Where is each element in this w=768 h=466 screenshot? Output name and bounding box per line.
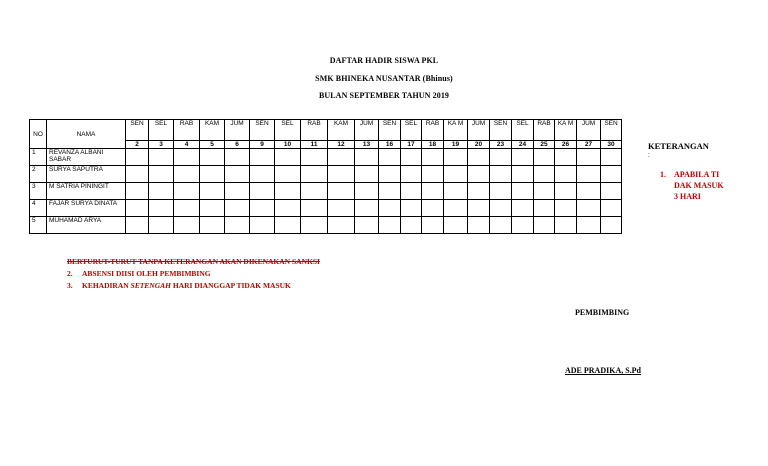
attendance-cell[interactable] [149,183,174,200]
note-text-emphasis: SETENGAH [130,281,171,290]
day-header: SEL [401,120,422,141]
day-header: SEN [379,120,401,141]
attendance-cell[interactable] [250,149,275,166]
attendance-cell[interactable] [174,149,200,166]
attendance-cell[interactable] [444,200,468,217]
attendance-cell[interactable] [534,149,555,166]
attendance-cell[interactable] [468,166,490,183]
note-item [67,268,320,280]
attendance-cell[interactable] [301,200,328,217]
attendance-cell[interactable] [174,166,200,183]
attendance-cell[interactable] [275,149,301,166]
attendance-cell[interactable] [174,183,200,200]
student-number: 4 [30,200,47,217]
attendance-cell[interactable] [444,166,468,183]
student-name: M SATRIA PININGIT [47,183,126,200]
period-title: BULAN SEPTEMBER TAHUN 2019 [318,91,450,100]
attendance-cell[interactable] [149,200,174,217]
day-header: RAB [301,120,328,141]
day-header: JUM [468,120,490,141]
note-text-pre: KEHADIRAN [82,281,131,290]
attendance-cell[interactable] [250,166,275,183]
attendance-cell[interactable] [225,166,250,183]
attendance-cell[interactable] [379,149,401,166]
attendance-cell[interactable] [225,217,250,234]
attendance-cell[interactable] [126,149,149,166]
attendance-cell[interactable] [379,183,401,200]
keterangan-item-text: APABILA TIDAK MASUK 3 HARI [674,170,724,201]
attendance-cell[interactable] [512,166,534,183]
student-row [30,200,622,217]
day-header: SEN [250,120,275,141]
day-header: KA M [444,120,468,141]
date-header: 30 [601,141,622,149]
attendance-cell[interactable] [328,217,355,234]
attendance-cell[interactable] [200,183,225,200]
date-header: 6 [225,141,250,149]
date-header: 16 [379,141,401,149]
attendance-cell[interactable] [200,200,225,217]
attendance-cell[interactable] [468,217,490,234]
day-header: SEL [512,120,534,141]
attendance-cell[interactable] [328,149,355,166]
student-name: REVANZA ALBANI SABAR [47,149,126,166]
attendance-cell[interactable] [355,217,379,234]
attendance-cell[interactable] [422,149,444,166]
attendance-table [29,119,622,234]
attendance-cell[interactable] [301,217,328,234]
attendance-cell[interactable] [174,217,200,234]
attendance-cell[interactable] [534,166,555,183]
attendance-cell[interactable] [174,200,200,217]
attendance-cell[interactable] [149,166,174,183]
student-number: 1 [30,149,47,166]
attendance-cell[interactable] [534,183,555,200]
attendance-cell[interactable] [490,149,512,166]
date-header: 26 [555,141,577,149]
header-no: NO [30,120,47,149]
supervisor-name: ADE PRADIKA, S.Pd [565,366,642,375]
note-item [67,280,320,292]
attendance-cell[interactable] [512,149,534,166]
attendance-cell[interactable] [534,200,555,217]
note-text: BERTURUT-TURUT TANPA KETERANGAN AKAN DIKENAKAN SANKSI [67,257,320,266]
day-header: RAB [422,120,444,141]
attendance-cell[interactable] [301,149,328,166]
attendance-cell[interactable] [250,200,275,217]
attendance-cell[interactable] [250,217,275,234]
day-header: SEN [601,120,622,141]
attendance-cell[interactable] [422,166,444,183]
attendance-cell[interactable] [275,217,301,234]
student-number: 3 [30,183,47,200]
note-text-post: HARI DIANGGAP TIDAK MASUK [170,281,291,290]
attendance-cell[interactable] [275,166,301,183]
attendance-cell[interactable] [512,183,534,200]
school-name: SMK BHINEKA NUSANTAR (Bhinus) [315,74,453,83]
attendance-cell[interactable] [401,149,422,166]
student-name: MUHAMAD ARYA [47,217,126,234]
attendance-cell[interactable] [601,166,622,183]
attendance-cell[interactable] [422,183,444,200]
attendance-cell[interactable] [200,166,225,183]
attendance-cell[interactable] [534,217,555,234]
student-row [30,217,622,234]
attendance-cell[interactable] [555,183,577,200]
day-header: RAB [534,120,555,141]
student-number: 2 [30,166,47,183]
date-header: 27 [577,141,601,149]
date-header: 13 [355,141,379,149]
attendance-cell[interactable] [200,149,225,166]
date-header: 11 [301,141,328,149]
notes-list [67,256,320,292]
date-header: 3 [149,141,174,149]
day-header: SEL [149,120,174,141]
attendance-cell[interactable] [422,217,444,234]
note-item [67,256,320,268]
attendance-cell[interactable] [444,217,468,234]
day-header: KAM [200,120,225,141]
date-header: 9 [250,141,275,149]
attendance-cell[interactable] [601,200,622,217]
attendance-cell[interactable] [468,200,490,217]
attendance-cell[interactable] [301,166,328,183]
attendance-cell[interactable] [355,183,379,200]
attendance-cell[interactable] [200,217,225,234]
attendance-cell[interactable] [275,200,301,217]
attendance-cell[interactable] [444,149,468,166]
date-header: 2 [126,141,149,149]
attendance-cell[interactable] [355,166,379,183]
attendance-cell[interactable] [577,183,601,200]
date-header: 24 [512,141,534,149]
header-name: NAMA [47,120,126,149]
attendance-cell[interactable] [328,183,355,200]
date-header: 12 [328,141,355,149]
attendance-cell[interactable] [355,200,379,217]
date-header: 4 [174,141,200,149]
attendance-cell[interactable] [490,166,512,183]
attendance-cell[interactable] [422,200,444,217]
attendance-cell[interactable] [225,183,250,200]
attendance-cell[interactable] [225,149,250,166]
day-header: JUM [355,120,379,141]
attendance-cell[interactable] [490,217,512,234]
attendance-cell[interactable] [379,200,401,217]
attendance-cell[interactable] [126,200,149,217]
attendance-cell[interactable] [149,217,174,234]
attendance-cell[interactable] [490,200,512,217]
attendance-cell[interactable] [468,183,490,200]
attendance-cell[interactable] [379,166,401,183]
note-number: 3. [67,281,73,290]
attendance-cell[interactable] [468,149,490,166]
doc-title: DAFTAR HADIR SISWA PKL [329,56,439,65]
attendance-cell[interactable] [601,149,622,166]
day-header: RAB [174,120,200,141]
day-header: JUM [577,120,601,141]
date-header: 25 [534,141,555,149]
day-header: KA M [555,120,577,141]
attendance-cell[interactable] [401,166,422,183]
attendance-cell[interactable] [301,183,328,200]
date-header: 18 [422,141,444,149]
date-header: 20 [468,141,490,149]
attendance-cell[interactable] [126,183,149,200]
attendance-cell[interactable] [401,200,422,217]
date-header: 10 [275,141,301,149]
attendance-cell[interactable] [328,166,355,183]
date-header: 17 [401,141,422,149]
attendance-cell[interactable] [275,183,301,200]
attendance-cell[interactable] [250,183,275,200]
attendance-cell[interactable] [126,217,149,234]
attendance-cell[interactable] [355,149,379,166]
attendance-cell[interactable] [577,149,601,166]
keterangan-title: KETERANGAN [648,141,709,151]
attendance-cell[interactable] [512,200,534,217]
attendance-cell[interactable] [401,217,422,234]
keterangan-item-number: 1. [660,170,666,179]
student-number: 5 [30,217,47,234]
attendance-cell[interactable] [555,166,577,183]
date-header: 19 [444,141,468,149]
student-row [30,166,622,183]
attendance-cell[interactable] [444,183,468,200]
day-header: KAM [328,120,355,141]
supervisor-role: PEMBIMBING [575,308,630,317]
student-name: FAJAR SURYA DINATA [47,200,126,217]
day-header: SEN [490,120,512,141]
attendance-cell[interactable] [379,217,401,234]
date-header: 23 [490,141,512,149]
attendance-cell[interactable] [225,200,250,217]
note-number: 2. [67,269,73,278]
attendance-cell[interactable] [328,200,355,217]
attendance-cell[interactable] [555,217,577,234]
day-header: SEL [275,120,301,141]
attendance-cell[interactable] [577,166,601,183]
attendance-cell[interactable] [149,149,174,166]
day-header: JUM [225,120,250,141]
attendance-cell[interactable] [601,183,622,200]
attendance-cell[interactable] [512,217,534,234]
note-text: ABSENSI DIISI OLEH PEMBIMBING [82,269,211,278]
student-name: SURYA SAPUTRA [47,166,126,183]
keterangan-colon: : [648,152,650,159]
attendance-cell[interactable] [126,166,149,183]
date-header: 5 [200,141,225,149]
student-row [30,149,622,166]
day-header: SEN [126,120,149,141]
attendance-cell[interactable] [401,183,422,200]
attendance-cell[interactable] [577,217,601,234]
student-row [30,183,622,200]
attendance-cell[interactable] [490,183,512,200]
attendance-cell[interactable] [601,217,622,234]
attendance-cell[interactable] [577,200,601,217]
attendance-cell[interactable] [555,149,577,166]
attendance-cell[interactable] [555,200,577,217]
